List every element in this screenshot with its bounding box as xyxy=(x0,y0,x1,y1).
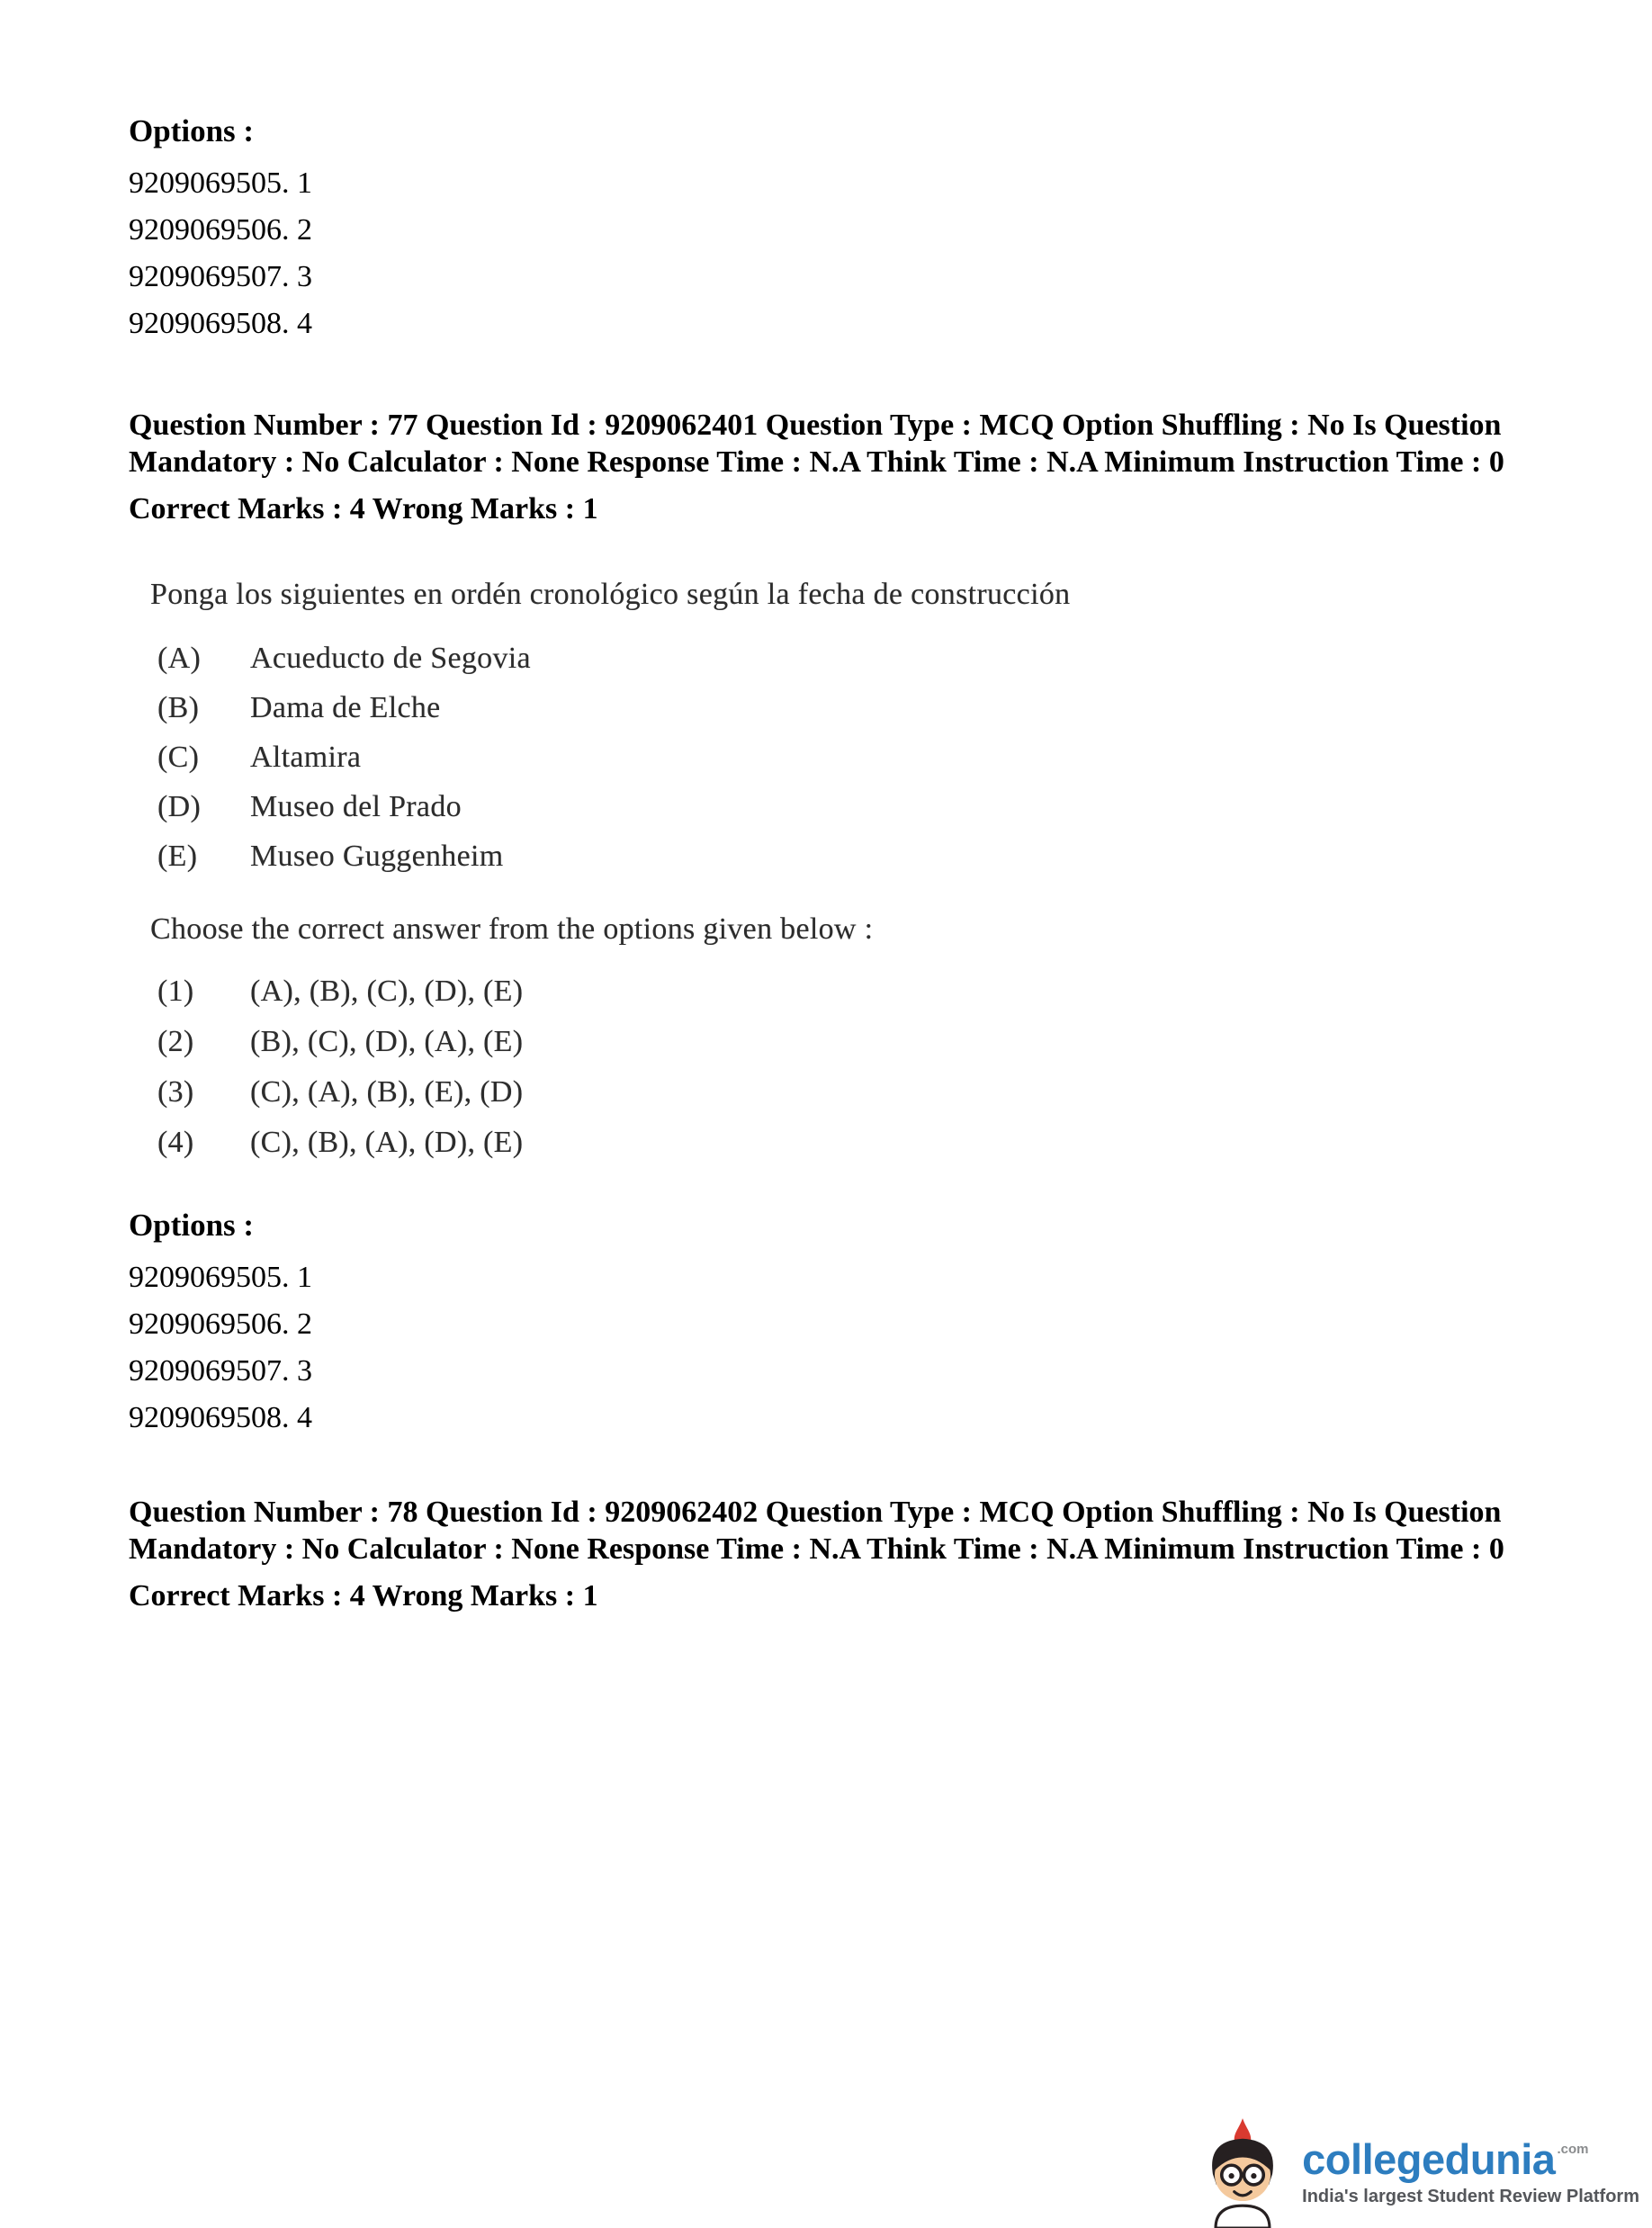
answer-text: (C), (B), (A), (D), (E) xyxy=(250,1125,524,1159)
options-heading: Options : xyxy=(129,113,255,148)
options-heading: Options : xyxy=(129,1207,255,1243)
item-text: Museo Guggenheim xyxy=(250,839,504,873)
brand-suffix: .com xyxy=(1557,2141,1589,2157)
answer-label: (1) xyxy=(157,974,194,1008)
item-text: Museo del Prado xyxy=(250,789,462,823)
option-id-line: 9209069508. 4 xyxy=(129,1400,312,1434)
question-77-marks: Correct Marks : 4 Wrong Marks : 1 xyxy=(129,491,598,526)
item-label: (A) xyxy=(157,641,202,675)
answer-label: (4) xyxy=(157,1125,194,1159)
answer-option xyxy=(150,1067,1535,1118)
item-text: Altamira xyxy=(250,740,362,774)
option-id-line: 9209069507. 3 xyxy=(129,1353,312,1388)
item-text: Acueducto de Segovia xyxy=(250,641,531,675)
option-id-line: 9209069508. 4 xyxy=(129,307,312,340)
item-label: (B) xyxy=(157,690,200,724)
item-label: (C) xyxy=(157,740,200,774)
item-text: Dama de Elche xyxy=(250,690,441,724)
question-78 xyxy=(129,1494,1535,1613)
answer-text: (B), (C), (D), (A), (E) xyxy=(250,1024,524,1058)
option-id-line: 9209069506. 2 xyxy=(129,1307,312,1341)
question-item-list xyxy=(150,633,1535,881)
list-item xyxy=(150,831,1535,881)
answer-label: (3) xyxy=(157,1074,194,1109)
options-block-2 xyxy=(129,1208,1535,1442)
item-label: (E) xyxy=(157,839,198,873)
answer-option xyxy=(150,1017,1535,1067)
list-item xyxy=(150,782,1535,831)
answer-option xyxy=(150,1118,1535,1168)
answer-option-list xyxy=(150,966,1535,1168)
question-77 xyxy=(129,407,1535,1168)
question-prompt: Ponga los siguientes en ordén cronológico según la fecha de construcción xyxy=(150,577,1071,611)
list-item xyxy=(150,732,1535,782)
choose-answer-line: Choose the correct answer from the options given below : xyxy=(150,912,874,946)
collegedunia-mascot-icon xyxy=(1192,2116,1293,2228)
options-block-1 xyxy=(129,113,1535,347)
answer-text: (C), (A), (B), (E), (D) xyxy=(250,1074,524,1109)
answer-option xyxy=(150,966,1535,1017)
answer-text: (A), (B), (C), (D), (E) xyxy=(250,974,524,1008)
brand-tagline: India's largest Student Review Platform xyxy=(1302,2186,1639,2206)
brand-text-block xyxy=(1302,2134,1639,2207)
question-78-marks: Correct Marks : 4 Wrong Marks : 1 xyxy=(129,1578,598,1613)
collegedunia-watermark xyxy=(1192,2116,1639,2228)
option-id-line: 9209069507. 3 xyxy=(129,260,312,293)
list-item xyxy=(150,683,1535,732)
question-77-meta: Question Number : 77 Question Id : 9209062401 Question Type : MCQ Option Shuffling : No Is Question Mandatory : No Calculator : None Response Time : N.A Think Time : N.A Minimum Instruction Time : 0 xyxy=(129,409,1504,480)
answer-label: (2) xyxy=(157,1024,194,1058)
brand-name: collegedunia xyxy=(1302,2134,1556,2183)
question-77-scanned-body xyxy=(150,570,1535,1168)
list-item xyxy=(150,633,1535,683)
option-id-line: 9209069505. 1 xyxy=(129,166,312,200)
question-78-meta: Question Number : 78 Question Id : 9209062402 Question Type : MCQ Option Shuffling : No Is Question Mandatory : No Calculator : None Response Time : N.A Think Time : N.A Minimum Instruction Time : 0 xyxy=(129,1495,1504,1567)
option-id-line: 9209069505. 1 xyxy=(129,1260,312,1294)
item-label: (D) xyxy=(157,789,202,823)
option-id-line: 9209069506. 2 xyxy=(129,213,312,247)
